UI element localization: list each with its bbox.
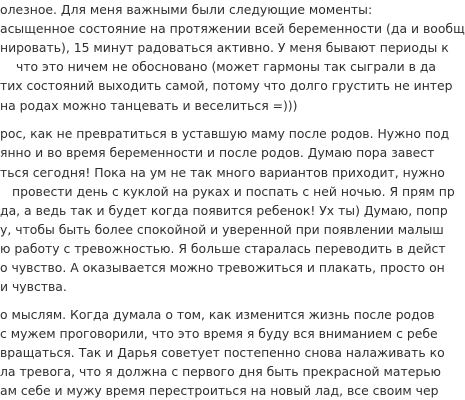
text-line-17: с мужем проговорили, что это время я буду вся вниманием с ребе (0, 326, 438, 341)
text-line-05: тих состояний выходить самой, потому что долго грустить не интер (0, 78, 453, 93)
text-line-20: ам себе и мужу время перестроиться на новый лад, все своим чер (0, 383, 439, 398)
text-line-06: на родах можно танцевать и веселиться =))) (0, 98, 298, 113)
text-line-12: у, чтобы быть более спокойной и уверенной при появлении малыш (0, 222, 444, 237)
text-line-02: асыщенное состояние на протяжении всей беременности (да и вообщ (0, 21, 465, 36)
text-line-03: нировать), 15 минут радоваться активно. У меня бывают периоды к (0, 40, 449, 55)
text-line-08: янно и во время беременности и после родов. Думаю пора завест (0, 145, 435, 160)
text-line-01: олезное. Для меня важными были следующие моменты: (0, 2, 373, 17)
text-line-19: ла тревога, что я должна с первого дня быть прекрасной матерью (0, 364, 441, 379)
text-line-13: ю работу с тревожностью. Я больше старалась переводить в дейст (0, 241, 446, 256)
text-line-15: и чувства. (0, 279, 67, 294)
text-line-11: да, а ведь так и будет когда появится ребенок! Ух ты) Думаю, попр (0, 203, 448, 218)
text-line-09: ться сегодня! Пока на ум не так много вариантов приходит, нужно (0, 165, 445, 180)
text-line-04: что это ничем не обосновано (может гармоны так сыграли в да (16, 59, 436, 74)
text-line-16: о мыслям. Когда думала о том, как изменится жизнь после родов (0, 307, 435, 322)
text-line-10: провести день с куклой на руках и поспать с ней ночью. Я прям пр (12, 184, 455, 199)
text-line-14: о чувство. А оказывается можно тревожиться и плакать, просто он (0, 260, 445, 275)
text-line-18: вращаться. Так и Дарья советует постепенно снова налаживать ко (0, 345, 445, 360)
text-line-07: рос, как не превратиться в уставшую маму после родов. Нужно под (0, 126, 450, 141)
